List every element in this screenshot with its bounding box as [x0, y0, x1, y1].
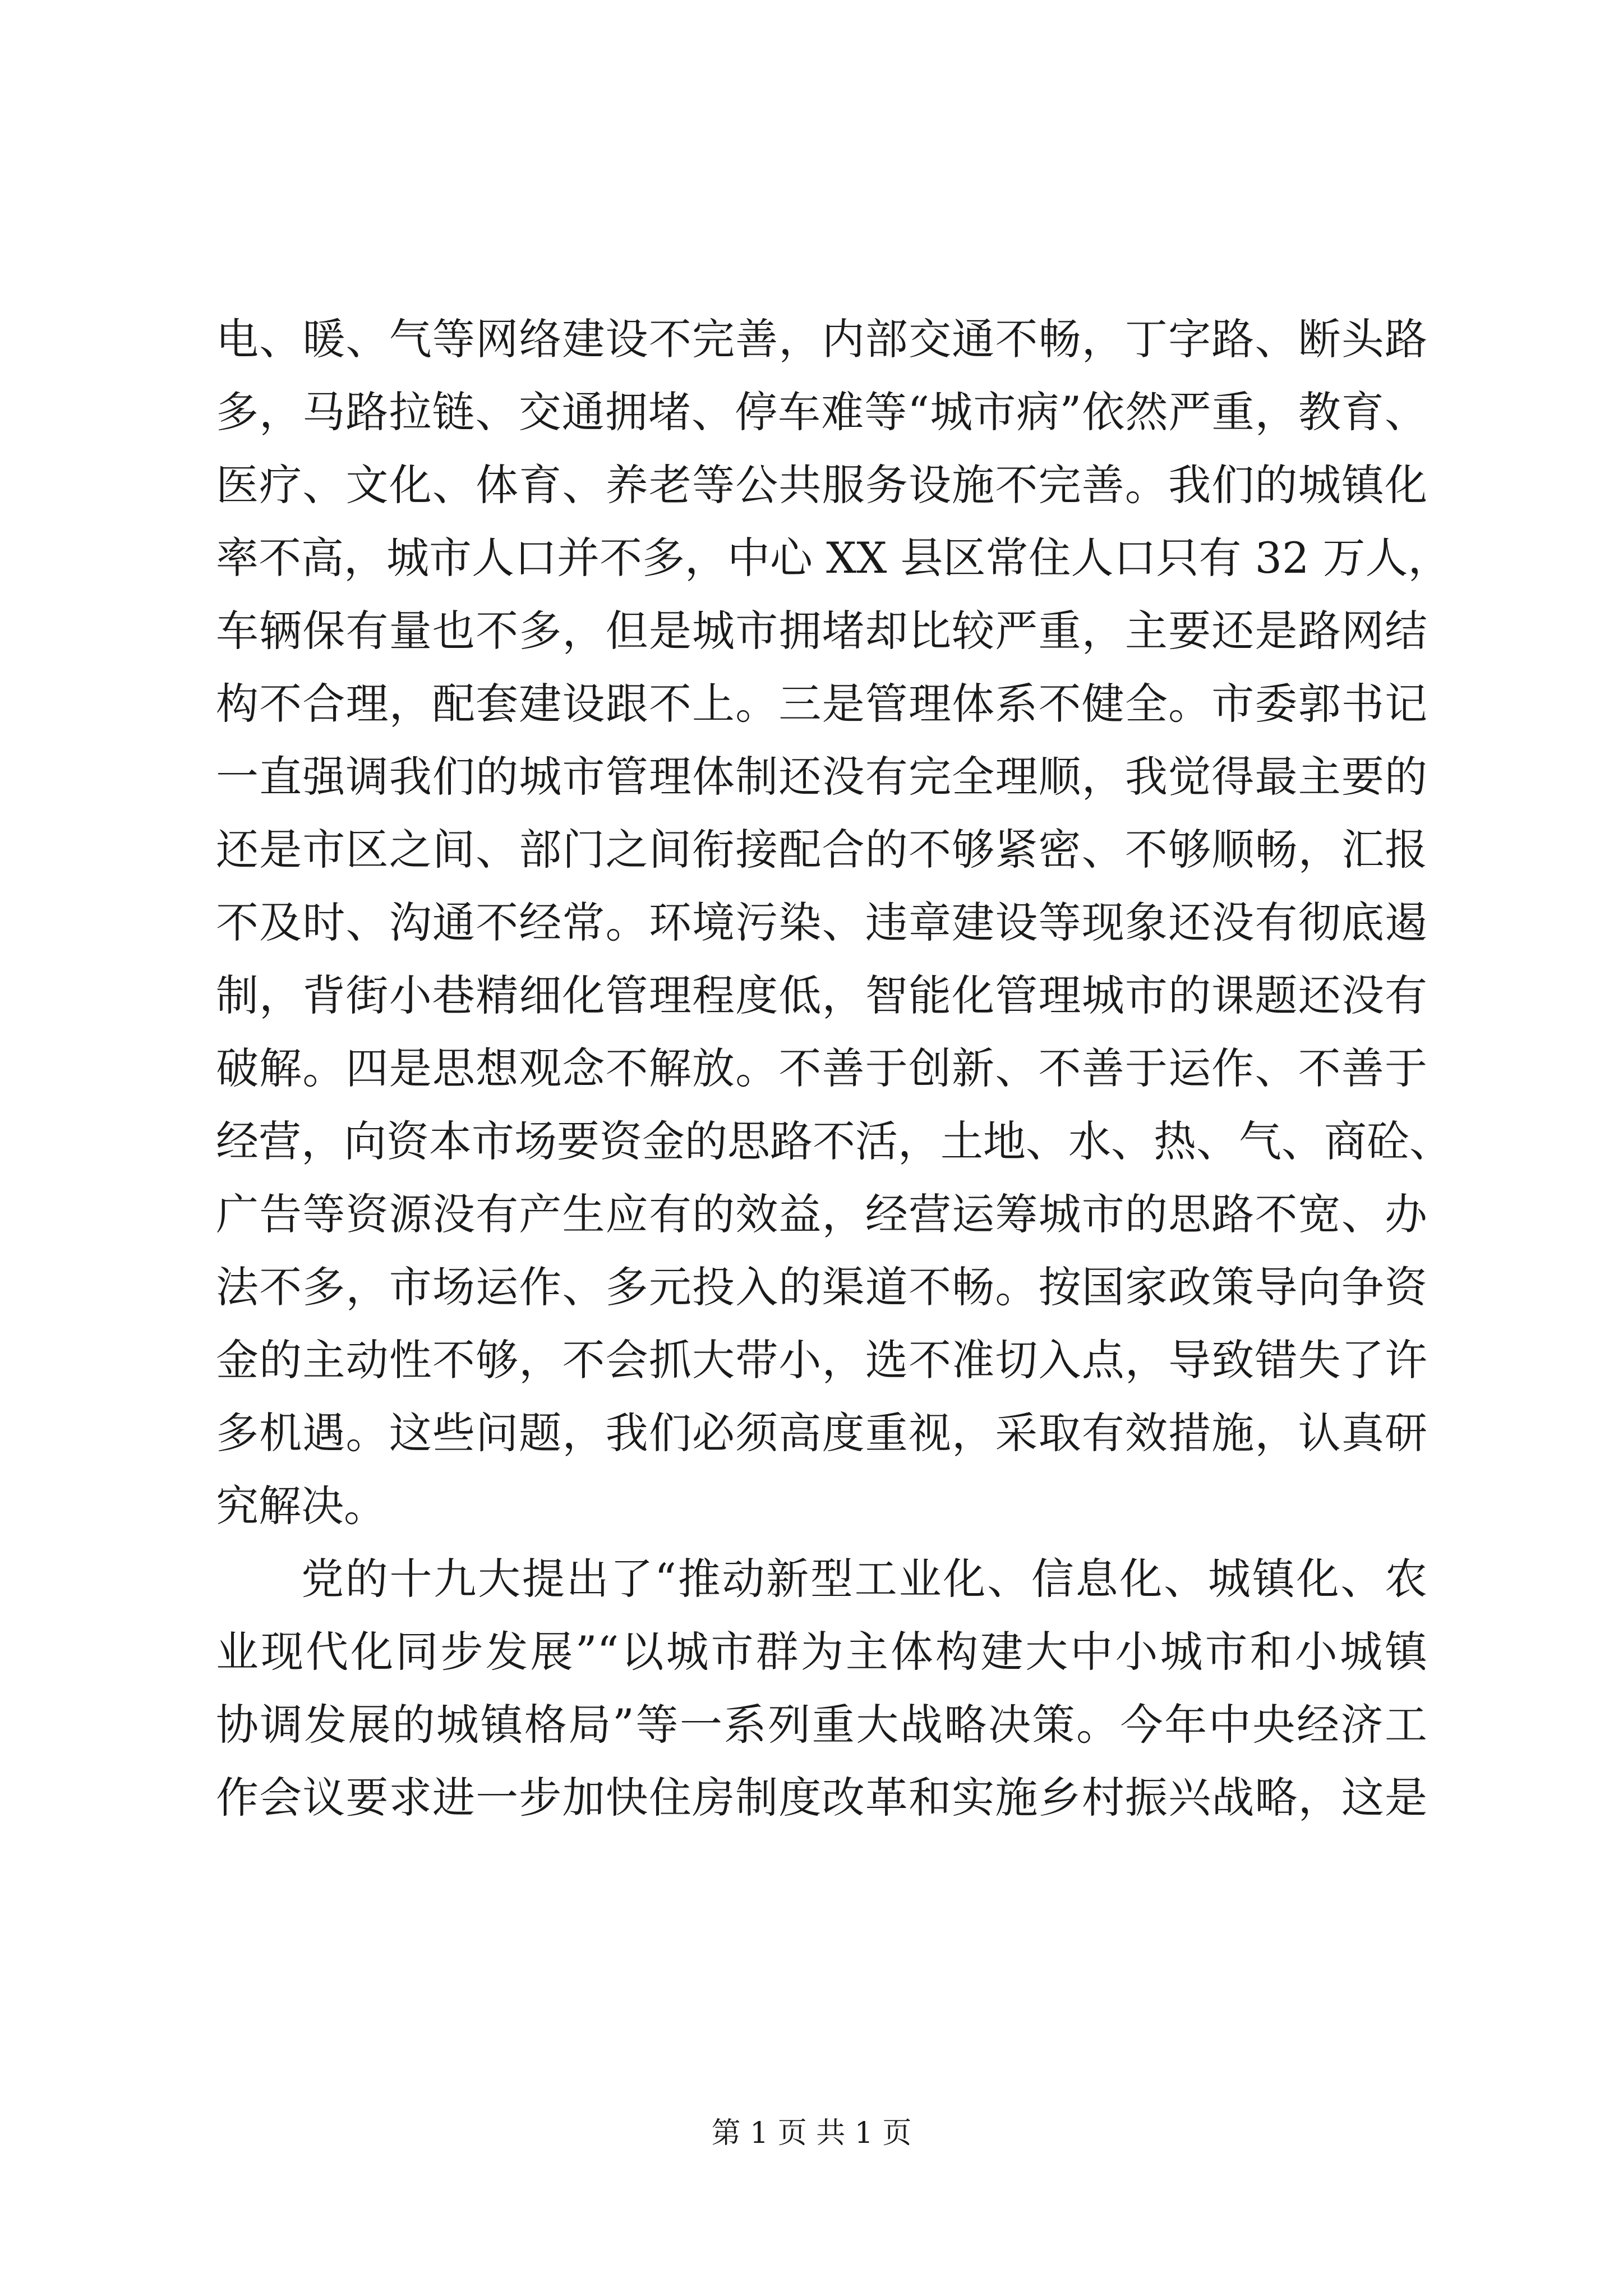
- text-line: 究解决。: [216, 1481, 386, 1531]
- text-line: 广告等资源没有产生应有的效益，经营运筹城市的思路不宽、办: [216, 1189, 1427, 1239]
- document-body: [216, 303, 1452, 1834]
- text-line: 医疗、文化、体育、养老等公共服务设施不完善。我们的城镇化: [216, 460, 1427, 510]
- text-line: 作会议要求进一步加快住房制度改革和实施乡村振兴战略，这是: [216, 1773, 1427, 1823]
- text-line: 法不多，市场运作、多元投入的渠道不畅。按国家政策导向争资: [216, 1262, 1427, 1312]
- text-line: 协调发展的城镇格局”等一系列重大战略决策。今年中央经济工: [216, 1700, 1427, 1750]
- text-line: 多，马路拉链、交通拥堵、停车难等“城市病”依然严重，教育、: [216, 387, 1427, 437]
- text-line: 多机遇。这些问题，我们必须高度重视，采取有效措施，认真研: [216, 1408, 1427, 1458]
- text-line: 经营，向资本市场要资金的思路不活，土地、水、热、气、商砼、: [216, 1116, 1452, 1166]
- text-line: 还是市区之间、部门之间衔接配合的不够紧密、不够顺畅，汇报: [216, 825, 1427, 875]
- text-line: 破解。四是思想观念不解放。不善于创新、不善于运作、不善于: [216, 1043, 1427, 1093]
- text-line: 一直强调我们的城市管理体制还没有完全理顺，我觉得最主要的: [216, 752, 1427, 802]
- text-line: 构不合理，配套建设跟不上。三是管理体系不健全。市委郭书记: [216, 679, 1427, 729]
- text-line: 不及时、沟通不经常。环境污染、违章建设等现象还没有彻底遏: [216, 898, 1427, 947]
- paragraph-first-line: 党的十九大提出了“推动新型工业化、信息化、城镇化、农: [301, 1554, 1427, 1604]
- text-line: 电、暖、气等网络建设不完善，内部交通不畅，丁字路、断头路: [216, 314, 1427, 364]
- text-line: 制，背街小巷精细化管理程度低，智能化管理城市的课题还没有: [216, 970, 1427, 1020]
- text-line: 车辆保有量也不多，但是城市拥堵却比较严重，主要还是路网结: [216, 606, 1427, 656]
- text-line: 业现代化同步发展”“以城市群为主体构建大中小城市和小城镇: [216, 1627, 1427, 1677]
- text-line: 金的主动性不够，不会抓大带小，选不准切入点，导致错失了许: [216, 1335, 1427, 1385]
- text-line: 率不高，城市人口并不多，中心 XX 县区常住人口只有 32 万人，: [216, 533, 1451, 583]
- page-number-footer: 第 1 页 共 1 页: [711, 2116, 912, 2150]
